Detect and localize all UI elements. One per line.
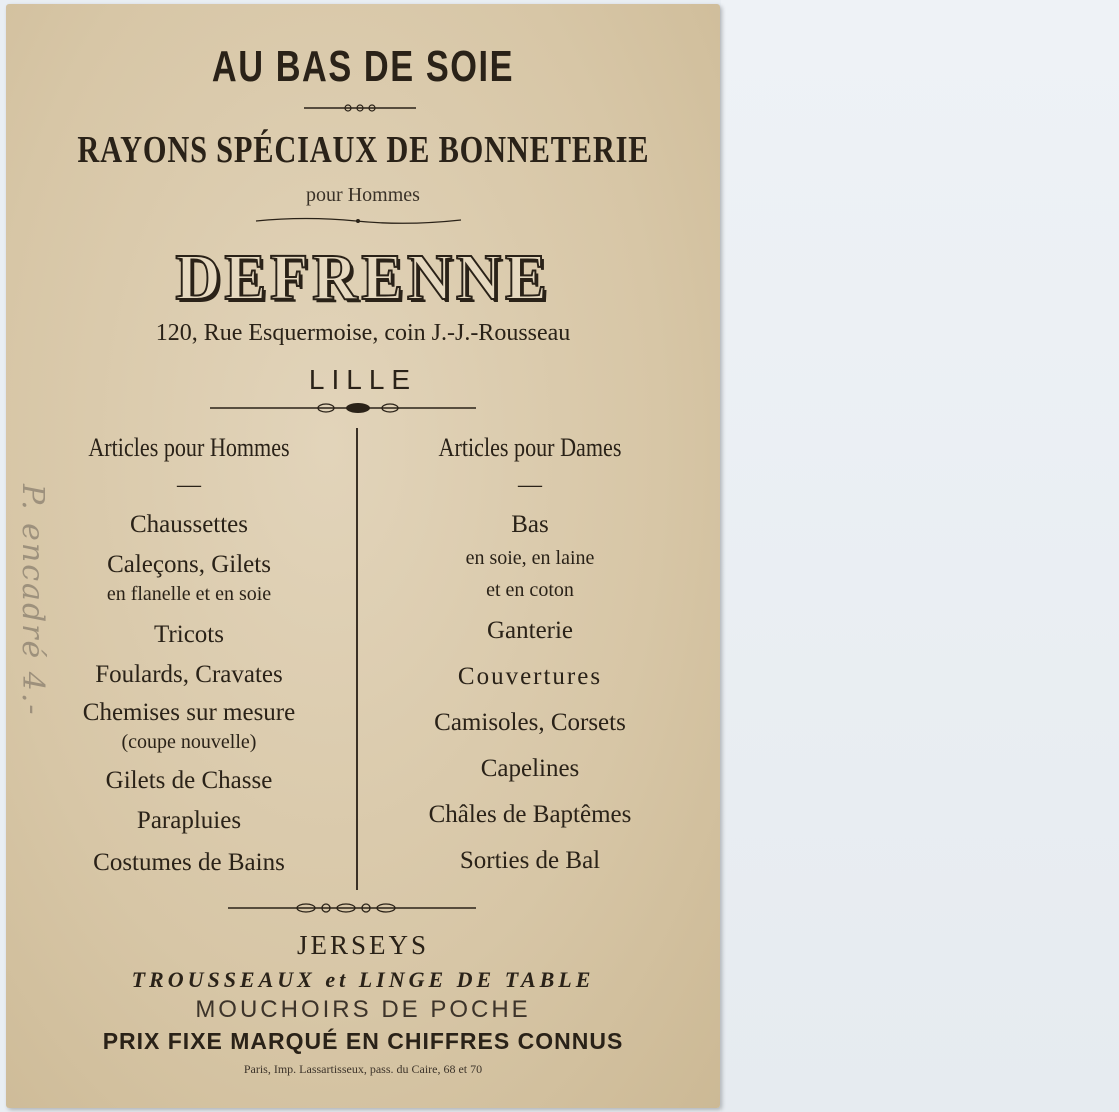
list-item: Camisoles, Corsets: [434, 709, 626, 736]
list-item: Sorties de Bal: [459, 847, 601, 874]
prix-fixe-line: PRIX FIXE MARQUÉ EN CHIFFRES CONNUS: [102, 1028, 624, 1054]
shop-name: AU BAS DE SOIE: [211, 42, 515, 91]
women-column: [360, 426, 700, 884]
column-separator: [356, 428, 358, 890]
trade-card: [6, 4, 720, 1108]
women-column-dash: —: [518, 472, 542, 498]
backdrop: [721, 0, 1119, 1112]
handwritten-pencil-note: P. encadré 4.-: [15, 484, 50, 717]
list-item: Chemises sur mesure: [82, 699, 296, 726]
list-item: Bas: [511, 511, 549, 538]
list-item: Chaussettes: [129, 511, 249, 538]
list-item: en soie, en laine: [465, 547, 595, 569]
list-item: (coupe nouvelle): [121, 731, 257, 753]
men-column-dash: —: [177, 472, 201, 498]
brand-name: DEFRENNE: [175, 241, 551, 314]
sub-ornament-divider: [6, 214, 720, 226]
mouchoirs-line: MOUCHOIRS DE POCHE: [195, 996, 531, 1023]
men-column: [24, 426, 354, 884]
printer-credit: Paris, Imp. Lassartisseux, pass. du Caire, 68 et 70: [243, 1062, 483, 1076]
rayons-heading: RAYONS SPÉCIAUX DE BONNETERIE: [77, 129, 650, 171]
bottom-ornament-divider: [6, 900, 720, 916]
men-column-heading: Articles pour Hommes: [88, 433, 290, 462]
list-item: Parapluies: [136, 807, 242, 834]
jerseys-line: JERSEYS: [296, 930, 430, 960]
list-item: Foulards, Cravates: [95, 661, 283, 688]
list-item: Caleçons, Gilets: [107, 551, 271, 578]
list-item: Capelines: [480, 755, 580, 782]
list-item: Couvertures: [457, 663, 603, 690]
city: LILLE: [308, 364, 418, 395]
trousseaux-line: TROUSSEAUX et LINGE DE TABLE: [131, 967, 595, 992]
pour-hommes-subtitle: pour Hommes: [306, 184, 420, 206]
list-item: Ganterie: [486, 617, 574, 644]
list-item: Châles de Baptêmes: [428, 801, 632, 828]
list-item: et en coton: [486, 579, 574, 601]
list-item: en flanelle et en soie: [106, 583, 272, 605]
list-item: Gilets de Chasse: [105, 767, 273, 794]
top-ornament-divider: [6, 102, 720, 114]
address: 120, Rue Esquermoise, coin J.-J.-Rousseau: [155, 320, 571, 346]
middle-ornament-divider: [6, 400, 720, 416]
women-column-heading: Articles pour Dames: [438, 433, 622, 462]
list-item: Tricots: [154, 621, 224, 648]
list-item: Costumes de Bains: [93, 849, 285, 876]
